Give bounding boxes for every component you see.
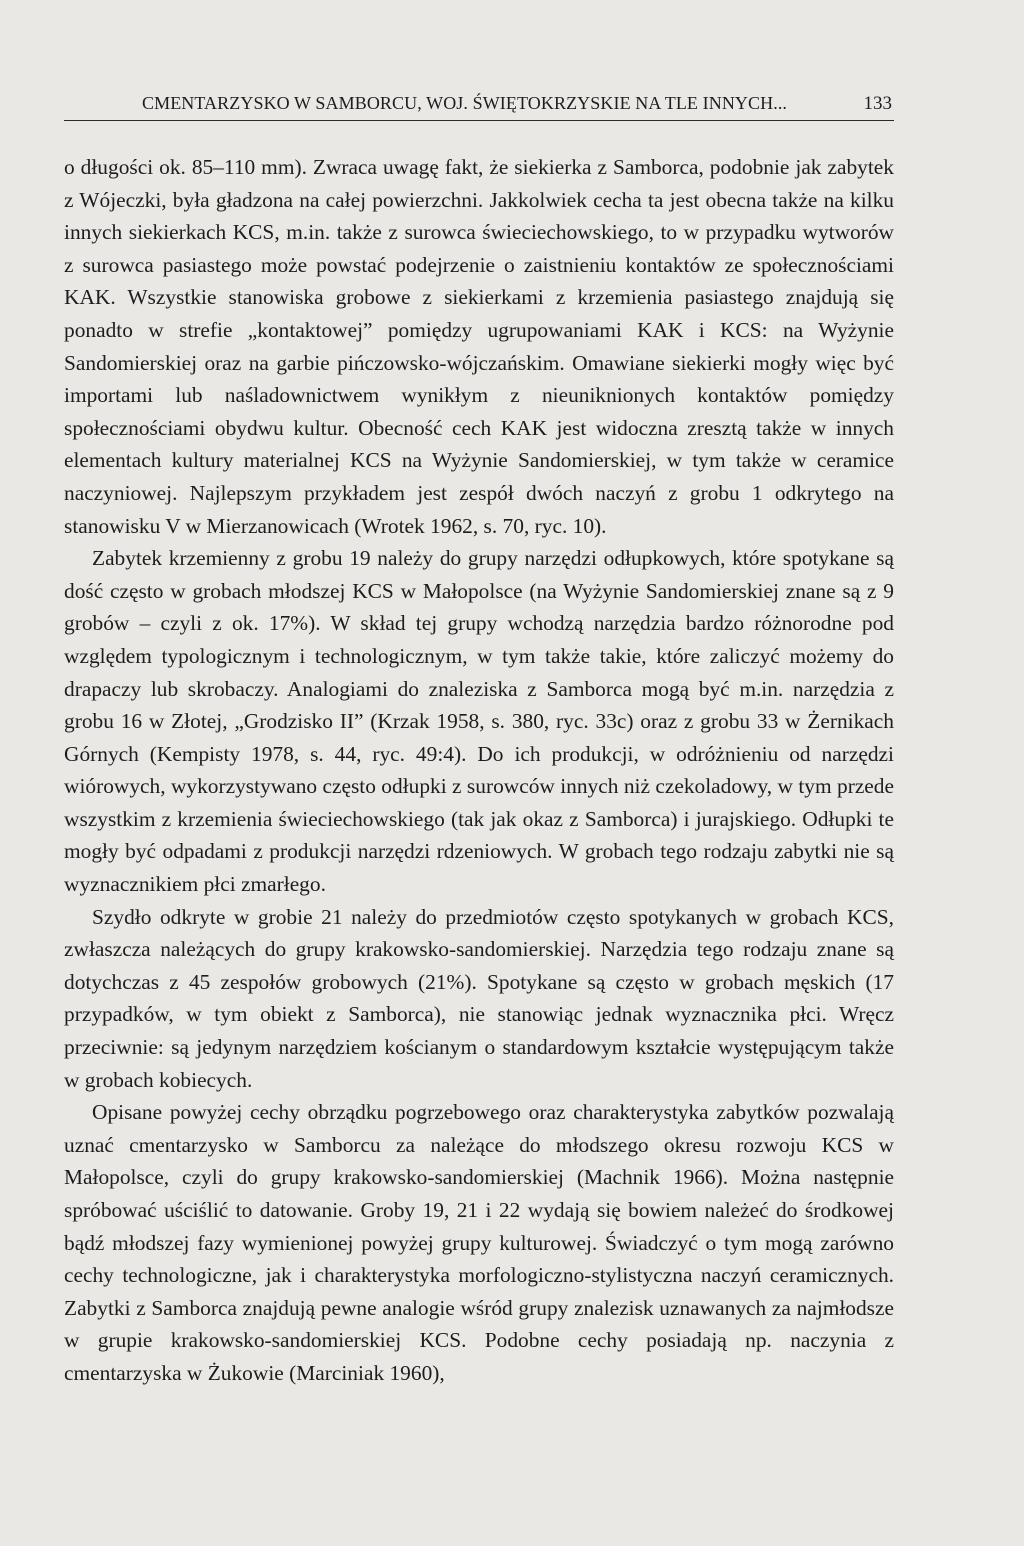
paragraph: Zabytek krzemienny z grobu 19 należy do grupy narzędzi odłupkowych, które spotykane są dość często w grobach młodszej KCS w Małopolsce (na Wyżynie Sandomierskiej znane są z 9 grobów – czyli z ok. 17%). W skład tej grupy wchodzą narzędzia bardzo różnorodne pod względem typologicznym i technologicznym, w tym także takie, które zaliczyć możemy do drapaczy lub skrobaczy. Analogiami do znaleziska z Samborca mogą być m.in. narzędzia z grobu 16 w Złotej, „Grodzisko II” (Krzak 1958, s. 380, ryc. 33c) oraz z grobu 33 w Żernikach Górnych (Kempisty 1978, s. 44, ryc. 49:4). Do ich produkcji, w odróżnieniu od narzędzi wiórowych, wykorzystywano często odłupki z surowców innych niż czekoladowy, w tym przede wszystkim z krzemienia świeciechowskiego (tak jak okaz z Samborca) i jurajskiego. Odłupki te mogły być odpadami z produkcji narzędzi rdzeniowych. W grobach tego rodzaju zabytki nie są wyznacznikiem płci zmarłego.	[64, 546, 894, 897]
body-text	[64, 151, 894, 1390]
paragraph: o długości ok. 85–110 mm). Zwraca uwagę fakt, że siekierka z Samborca, podobnie jak zabytek z Wójeczki, była gładzona na całej powierzchni. Jakkolwiek cecha ta jest obecna także na kilku innych siekierkach KCS, m.in. także z surowca świeciechowskiego, to w przypadku wytworów z surowca pasiastego może powstać podejrzenie o zaistnieniu kontaktów ze społecznościami KAK. Wszystkie stanowiska grobowe z siekierkami z krzemienia pasiastego znajdują się ponadto w strefie „kontaktowej” pomiędzy ugrupowaniami KAK i KCS: na Wyżynie Sandomierskiej oraz na garbie pińczowsko-wójczańskim. Omawiane siekierki mogły więc być importami lub naśladownictwem wynikłym z nieuniknionych kontaktów pomiędzy społecznościami obydwu kultur. Obecność cech KAK jest widoczna zresztą także w innych elementach kultury materialnej KCS na Wyżynie Sandomierskiej, w tym także w ceramice naczyniowej. Najlepszym przykładem jest zespół dwóch naczyń z grobu 1 odkrytego na stanowisku V w Mierzanowicach (Wrotek 1962, s. 70, ryc. 10).	[64, 155, 894, 538]
paragraph: Szydło odkryte w grobie 21 należy do przedmiotów często spotykanych w grobach KCS, zwłaszcza należących do grupy krakowsko-sandomierskiej. Narzędzia tego rodzaju znane są dotychczas z 45 zespołów grobowych (21%). Spotykane są często w grobach męskich (17 przypadków, w tym obiekt z Samborca), nie stanowiąc jednak wyznacznika płci. Wręcz przeciwnie: są jedynym narzędziem kościanym o standardowym kształcie występującym także w grobach kobiecych.	[64, 904, 894, 1092]
running-title: CMENTARZYSKO W SAMBORCU, WOJ. ŚWIĘTOKRZYSKIE NA TLE INNYCH...	[142, 93, 788, 113]
page-number: 133	[863, 93, 892, 114]
running-header	[64, 92, 894, 121]
paragraph: Opisane powyżej cechy obrządku pogrzebowego oraz charakterystyka zabytków pozwalają uznać cmentarzysko w Samborcu za należące do młodszego okresu rozwoju KCS w Małopolsce, czyli do grupy krakowsko-sandomierskiej (Machnik 1966). Można następnie spróbować uściślić to datowanie. Groby 19, 21 i 22 wydają się bowiem należeć do środkowej bądź młodszej fazy wymienionej powyżej grupy kulturowej. Świadczyć o tym mogą zarówno cechy technologiczne, jak i charakterystyka morfologiczno-stylistyczna naczyń ceramicznych. Zabytki z Samborca znajdują pewne analogie wśród grupy znalezisk uznawanych za najmłodsze w grupie krakowsko-sandomierskiej KCS. Podobne cechy posiadają np. naczynia z cmentarzyska w Żukowie (Marciniak 1960),	[64, 1100, 894, 1385]
